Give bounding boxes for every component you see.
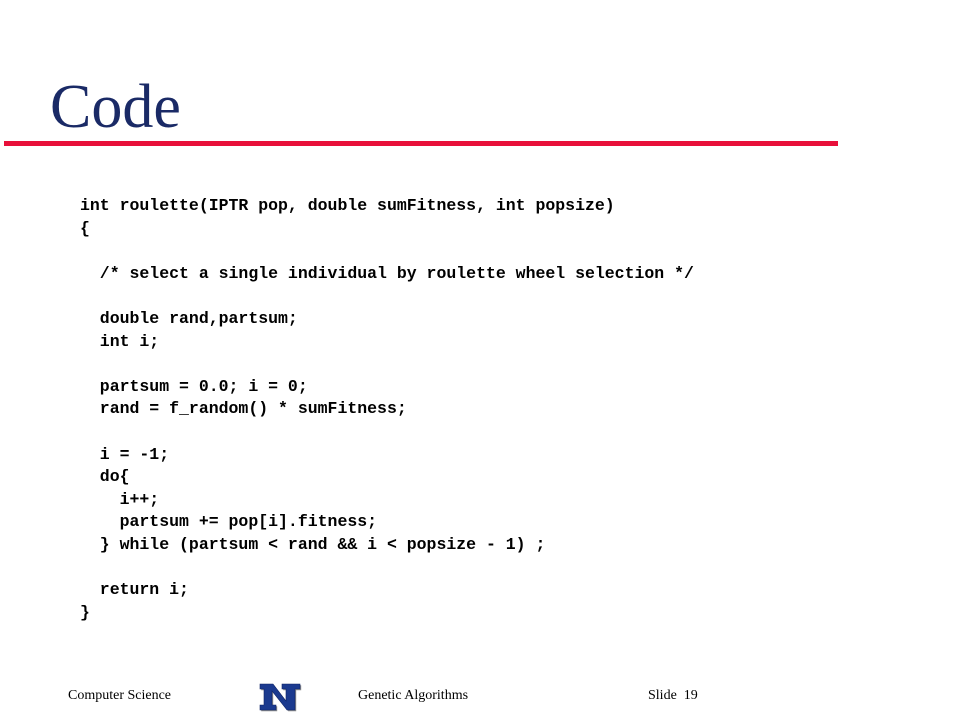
code-line: i++; bbox=[80, 489, 160, 509]
code-line: double rand,partsum; bbox=[80, 308, 298, 328]
code-line bbox=[80, 353, 694, 376]
code-line: return i; bbox=[80, 580, 189, 600]
code-line: do{ bbox=[80, 467, 130, 487]
code-line: rand = f_random() * sumFitness; bbox=[80, 399, 407, 419]
code-line: i = -1; bbox=[80, 444, 170, 464]
slide-title: Code bbox=[50, 73, 181, 141]
code-line: /* select a single individual by roulette wheel selection */ bbox=[80, 263, 694, 283]
code-line: int i; bbox=[80, 331, 160, 351]
code-line: partsum = 0.0; i = 0; bbox=[80, 376, 308, 396]
code-line bbox=[80, 421, 694, 444]
footer-course-title: Genetic Algorithms bbox=[358, 688, 469, 703]
code-line: int roulette(IPTR pop, double sumFitness, int popsize) bbox=[80, 196, 615, 215]
footer-slide-number: Slide 19 bbox=[648, 688, 698, 703]
title-underline bbox=[4, 141, 838, 146]
footer-department: Computer Science bbox=[68, 688, 172, 703]
code-line: partsum += pop[i].fitness; bbox=[80, 512, 378, 532]
university-n-logo-icon bbox=[257, 680, 303, 713]
code-line bbox=[80, 240, 694, 263]
code-line: { bbox=[80, 218, 90, 238]
code-line bbox=[80, 557, 694, 580]
code-line: } bbox=[80, 602, 90, 622]
code-line bbox=[80, 285, 694, 308]
code-block bbox=[80, 195, 694, 624]
code-line: } while (partsum < rand && i < popsize - 1) ; bbox=[80, 534, 546, 554]
